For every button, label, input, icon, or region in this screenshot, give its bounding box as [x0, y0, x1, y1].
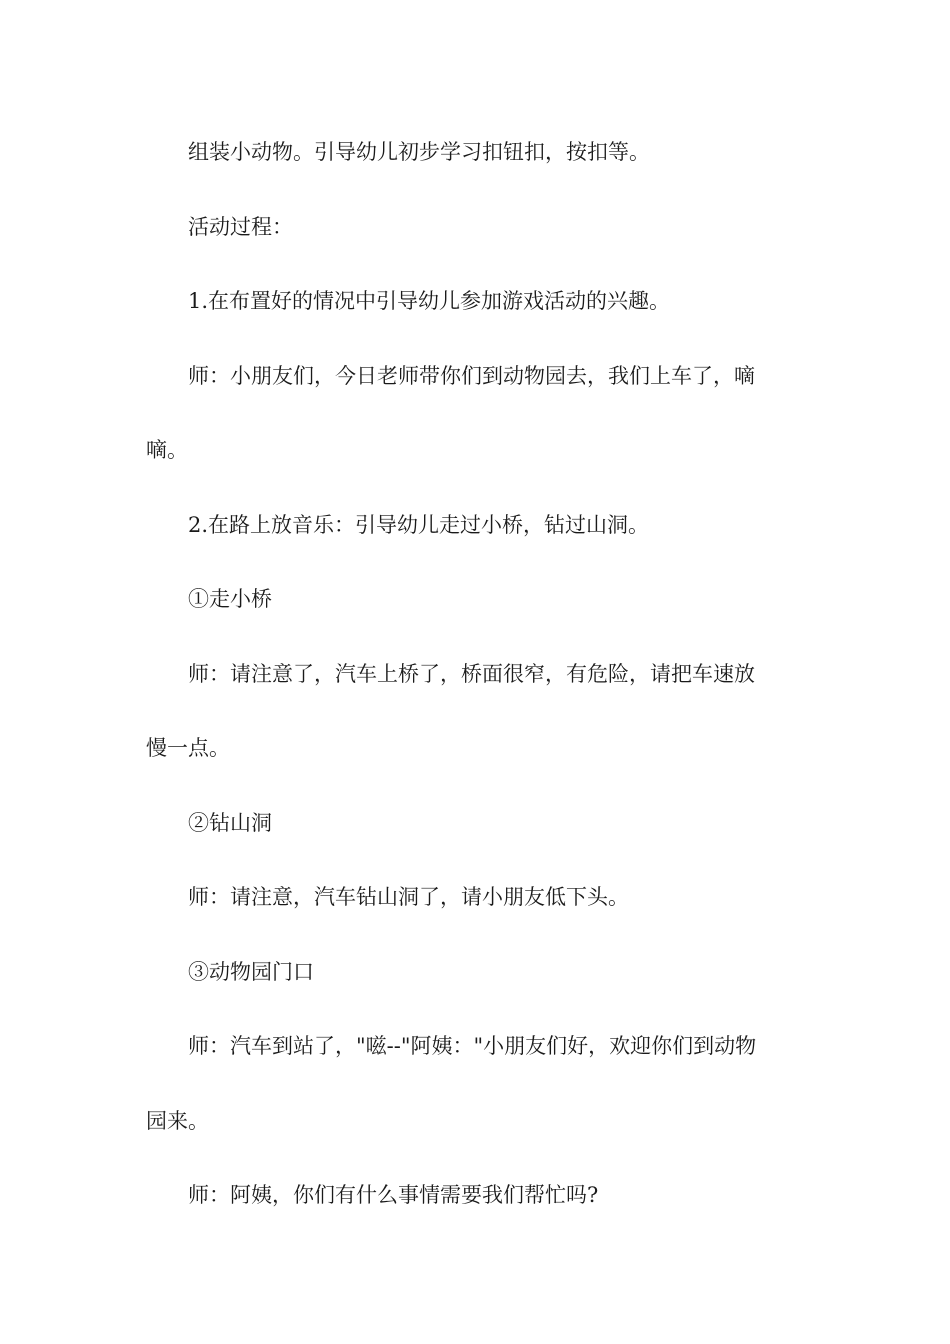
step-heading: 1.在布置好的情况中引导幼儿参加游戏活动的兴趣。: [188, 289, 671, 313]
sub-step-heading: ①走小桥: [188, 587, 272, 611]
paragraph-line-continuation: 慢一点。: [146, 736, 230, 760]
paragraph-line: 组装小动物。引导幼儿初步学习扣钮扣，按扣等。: [188, 140, 650, 164]
paragraph-line: 师：小朋友们，今日老师带你们到动物园去，我们上车了，嘀: [188, 363, 755, 388]
paragraph-line-continuation: 园来。: [146, 1108, 209, 1133]
document-body: [146, 132, 816, 1250]
paragraph-line: 师：阿姨，你们有什么事情需要我们帮忙吗?: [188, 1183, 599, 1207]
section-heading: 活动过程：: [188, 214, 293, 239]
sub-step-heading: ③动物园门口: [188, 959, 314, 984]
paragraph-line: 师：汽车到站了，"嗞--"阿姨："小朋友们好，欢迎你们到动物: [188, 1034, 757, 1058]
paragraph-line: 师：请注意，汽车钻山洞了，请小朋友低下头。: [188, 885, 629, 909]
step-heading: 2.在路上放音乐：引导幼儿走过小桥，钻过山洞。: [188, 512, 650, 537]
sub-step-heading: ②钻山洞: [188, 810, 272, 835]
paragraph-line-continuation: 嘀。: [146, 438, 188, 462]
paragraph-line: 师：请注意了，汽车上桥了，桥面很窄，有危险，请把车速放: [188, 661, 755, 686]
